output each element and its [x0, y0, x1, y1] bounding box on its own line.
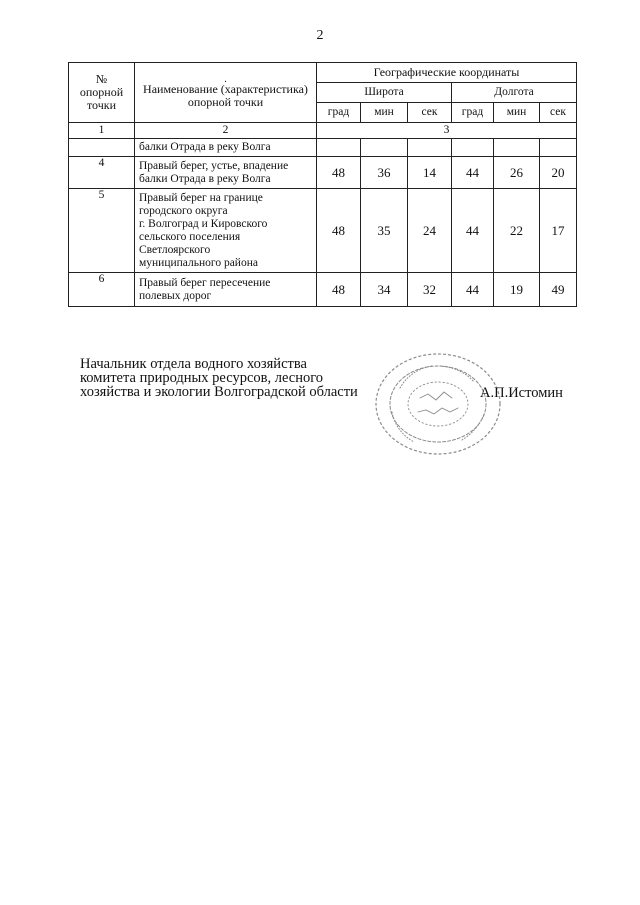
- lat-sec: 14: [408, 157, 452, 189]
- header-latitude: Широта: [317, 83, 452, 103]
- lat-min: 36: [361, 157, 408, 189]
- table-row: [69, 273, 577, 307]
- header-lat-sec: сек: [408, 103, 452, 123]
- signer-position-line: хозяйства и экологии Волгоградской области: [80, 384, 358, 400]
- lon-min: 26: [494, 157, 540, 189]
- point-number: 5: [69, 189, 135, 273]
- lat-sec: 32: [408, 273, 452, 307]
- point-number: 6: [69, 273, 135, 307]
- header-lon-deg: град: [452, 103, 494, 123]
- table-row: [69, 157, 577, 189]
- lon-sec: 20: [540, 157, 577, 189]
- header-geo-coordinates: Географические координаты: [317, 63, 577, 83]
- header-lon-sec: сек: [540, 103, 577, 123]
- lat-min: 35: [361, 189, 408, 273]
- header-longitude: Долгота: [452, 83, 577, 103]
- continuation-text: балки Отрада в реку Волга: [135, 139, 317, 157]
- table-row: [69, 189, 577, 273]
- signature-block: [80, 357, 358, 399]
- lon-sec: 17: [540, 189, 577, 273]
- header-lat-deg: град: [317, 103, 361, 123]
- point-number: 4: [69, 157, 135, 189]
- lon-deg: 44: [452, 273, 494, 307]
- lon-sec: 49: [540, 273, 577, 307]
- coordinates-table: [68, 62, 577, 307]
- index-cell-2: 2: [135, 123, 317, 139]
- lon-min: 22: [494, 189, 540, 273]
- signer-position-line: Начальник отдела водного хозяйства: [80, 356, 307, 372]
- lon-min: 19: [494, 273, 540, 307]
- lon-deg: 44: [452, 157, 494, 189]
- point-name: Правый берег пересечение полевых дорог: [135, 273, 317, 307]
- point-name: Правый берег, устье, впадение балки Отрада в реку Волга: [135, 157, 317, 189]
- lat-sec: 24: [408, 189, 452, 273]
- lon-deg: 44: [452, 189, 494, 273]
- lat-deg: 48: [317, 189, 361, 273]
- header-point-number: № опорной точки: [69, 63, 135, 123]
- point-name: Правый берег на границе городского округа г. Волгоград и Кировского сельского поселения Светлоярского муниципального района: [135, 189, 317, 273]
- signer-position-line: комитета природных ресурсов, лесного: [80, 370, 324, 386]
- lat-deg: 48: [317, 157, 361, 189]
- index-cell-3: 3: [317, 123, 577, 139]
- header-lon-min: мин: [494, 103, 540, 123]
- lat-deg: 48: [317, 273, 361, 307]
- header-point-name: . Наименование (характеристика) опорной точки: [135, 63, 317, 123]
- seal-stamp-icon: [370, 348, 510, 460]
- header-lat-min: мин: [361, 103, 408, 123]
- signer-name: А.П.Истомин: [480, 385, 563, 401]
- lat-min: 34: [361, 273, 408, 307]
- index-cell-1: 1: [69, 123, 135, 139]
- page-number: 2: [316, 28, 324, 43]
